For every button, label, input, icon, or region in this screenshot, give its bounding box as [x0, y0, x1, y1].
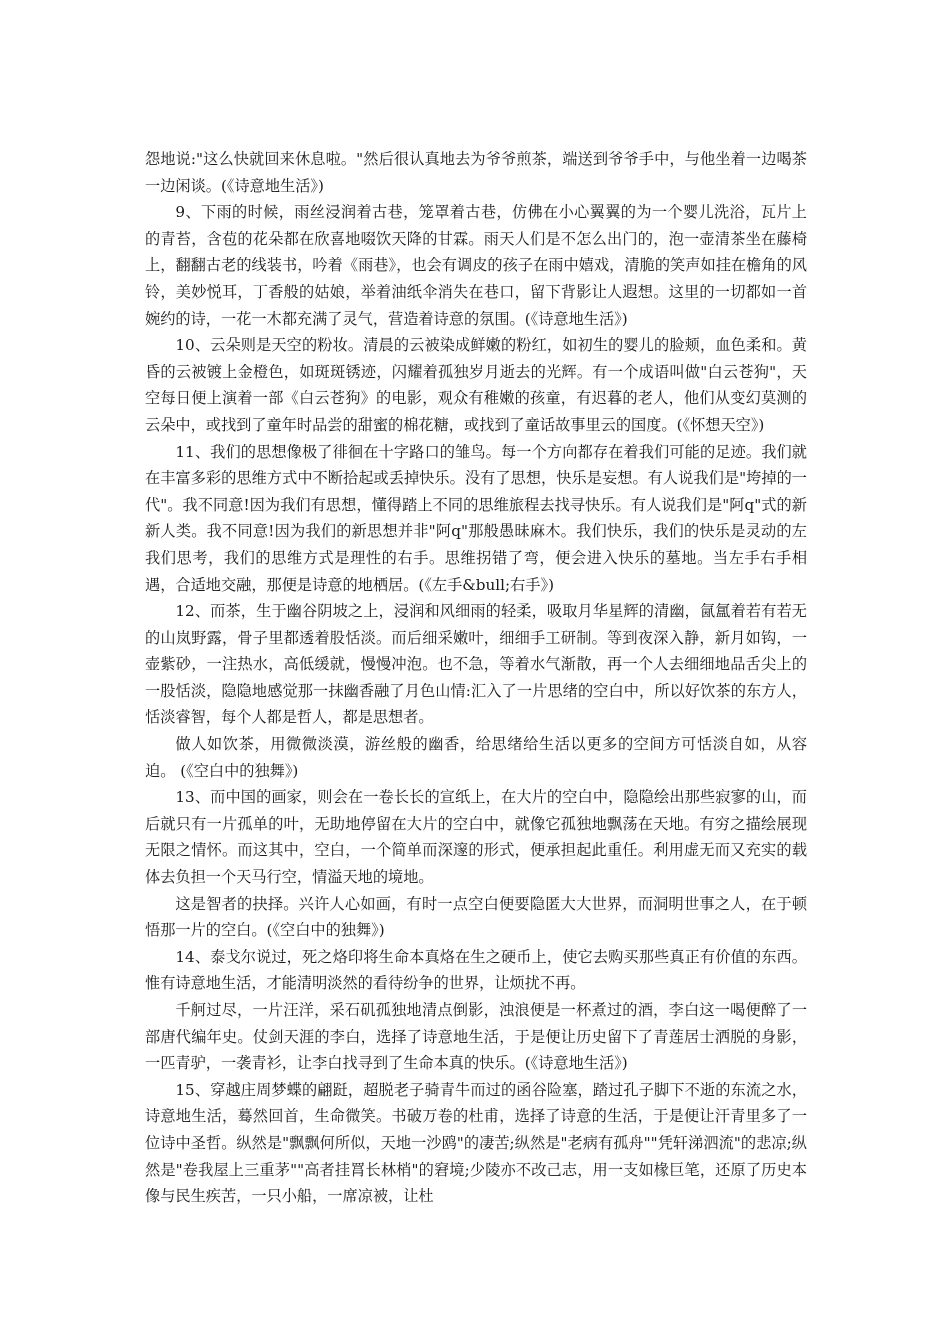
paragraph-item-14-continued: 千舸过尽，一片汪洋，采石矶孤独地清点倒影，浊浪便是一杯煮过的酒，李白这一喝便醉了一部唐代编年史。仗剑天涯的李白，选择了诗意地生活，于是便让历史留下了青莲居士洒脱的身影，一匹青驴，一袭青衫，让李白找寻到了生命本真的快乐。(《诗意地生活》)	[145, 1001, 807, 1073]
paragraph-item-13: 13、而中国的画家，则会在一卷长长的宣纸上，在大片的空白中，隐隐绘出那些寂寥的山，而后就只有一片孤单的叶，无助地停留在大片的空白中，就像它孤独地飘荡在天地。有穷之描绘展现无限之情怀。而这其中，空白，一个简单而深邃的形式，便承担起此重任。利用虚无而又充实的载体去负担一个天马行空，情溢天地的境地。	[145, 788, 807, 887]
paragraph-item-14: 14、泰戈尔说过，死之烙印将生命本真烙在生之硬币上，使它去购买那些真正有价值的东西。惟有诗意地生活，才能清明淡然的看待纷争的世界，让烦扰不再。	[145, 947, 807, 993]
paragraph-item-15: 15、穿越庄周梦蝶的翩跹，超脱老子骑青牛而过的函谷险塞，踏过孔子脚下不逝的东流之水，诗意地生活，蓦然回首，生命微笑。书破万卷的杜甫，选择了诗意的生活，于是便让汗青里多了一位诗中圣哲。纵然是"飘飘何所似，天地一沙鸥"的凄苦;纵然是"老病有孤舟""凭轩涕泗流"的悲凉;纵然是"卷我屋上三重茅""高者挂罥长林梢"的窘境;少陵亦不改己志，用一支如椽巨笔，还原了历史本像与民生疾苦，一只小船，一席凉被，让杜	[145, 1080, 807, 1206]
paragraph-item-11: 11、我们的思想像极了徘徊在十字路口的雏鸟。每一个方向都存在着我们可能的足迹。我们就在丰富多彩的思维方式中不断拾起或丢掉快乐。没有了思想，快乐是妄想。有人说我们是"垮掉的一代"。我不同意!因为我们有思想，懂得踏上不同的思维旅程去找寻快乐。有人说我们是"阿q"式的新新人类。我不同意!因为我们的新思想并非"阿q"那般愚昧麻木。我们快乐，我们的快乐是灵动的左我们思考，我们的思维方式是理性的右手。思维拐错了弯，便会进入快乐的墓地。当左手右手相遇，合适地交融，那便是诗意的地栖居。(《左手&bull;右手》)	[145, 442, 807, 594]
paragraph-item-10: 10、云朵则是天空的粉妆。清晨的云被染成鲜嫩的粉红，如初生的婴儿的脸颊，血色柔和。黄昏的云被镀上金橙色，如斑斑锈迹，闪耀着孤独岁月逝去的光辉。有一个成语叫做"白云苍狗"，天空每日便上演着一部《白云苍狗》的电影，观众有稚嫩的孩童，有迟暮的老人，他们从变幻莫测的云朵中，或找到了童年时品尝的甜蜜的棉花糖，或找到了童话故事里云的国度。(《怀想天空》)	[145, 336, 807, 434]
paragraph-item-9: 9、下雨的时候，雨丝浸润着古巷，笼罩着古巷，仿佛在小心翼翼的为一个婴儿洗浴，瓦片上的青苔，含苞的花朵都在欣喜地啜饮天降的甘霖。雨天人们是不怎么出门的，泡一壶清茶坐在藤椅上，翻翻古老的线装书，吟着《雨巷》，也会有调皮的孩子在雨中嬉戏，清脆的笑声如挂在檐角的风铃，美妙悦耳，丁香般的姑娘，举着油纸伞消失在巷口，留下背影让人遐想。这里的一切都如一首婉约的诗，一花一木都充满了灵气，营造着诗意的氛围。(《诗意地生活》)	[145, 203, 807, 328]
document-body	[145, 146, 807, 1210]
paragraph-item-13-continued: 这是智者的抉择。兴许人心如画，有时一点空白便要隐匿大大世界，而洞明世事之人，在于顿悟那一片的空白。(《空白中的独舞》)	[145, 894, 807, 940]
paragraph-item-12: 12、而茶，生于幽谷阴坡之上，浸润和风细雨的轻柔，吸取月华星辉的清幽，氤氲着若有若无的山岚野露，骨子里都透着股恬淡。而后细采嫩叶，细细手工研制。等到夜深入静，新月如钩，一壶紫砂，一注热水，高低缓就，慢慢冲泡。也不急，等着水气渐散，再一个人去细细地品舌尖上的一股恬淡，隐隐地感觉那一抹幽香融了月色山情:汇入了一片思绪的空白中，所以好饮茶的东方人，恬淡睿智，每个人都是哲人，都是思想者。	[145, 602, 807, 727]
paragraph-intro-continuation: 怨地说:"这么快就回来休息啦。"然后很认真地去为爷爷煎茶，端送到爷爷手中，与他坐着一边喝茶一边闲谈。(《诗意地生活》)	[145, 150, 807, 195]
paragraph-item-12-continued: 做人如饮茶，用微微淡漠，游丝般的幽香，给思绪给生活以更多的空间方可恬淡自如，从容迫。 (《空白中的独舞》)	[145, 735, 807, 780]
